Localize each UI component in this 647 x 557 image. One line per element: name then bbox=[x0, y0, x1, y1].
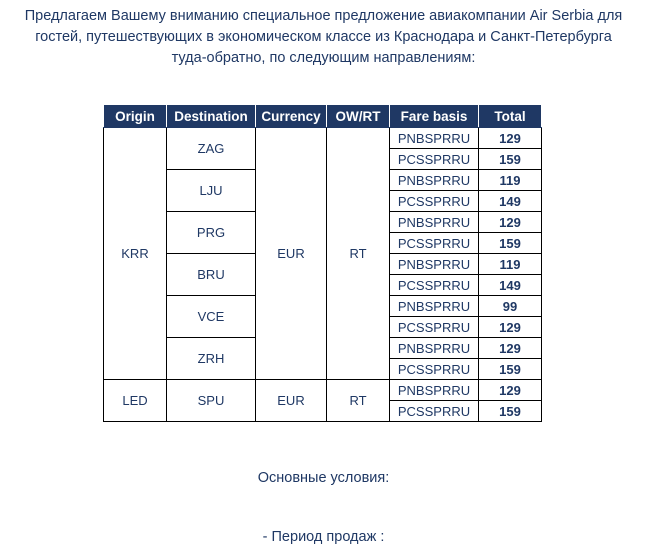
total-cell: 129 bbox=[479, 380, 542, 401]
fare-basis-cell: PNBSPRRU bbox=[390, 338, 479, 359]
header-total: Total bbox=[479, 105, 542, 128]
total-cell: 149 bbox=[479, 191, 542, 212]
sales-period: - Период продаж : bbox=[262, 529, 385, 545]
total-cell: 129 bbox=[479, 128, 542, 149]
destination-cell: BRU bbox=[167, 254, 256, 296]
owrt-cell: RT bbox=[327, 380, 390, 422]
table-row bbox=[104, 128, 542, 149]
header-destination: Destination bbox=[167, 105, 256, 128]
intro-line-1: Предлагаем Вашему вниманию специальное предложение авиакомпании Air Serbia для bbox=[24, 8, 623, 24]
fare-basis-cell: PCSSPRRU bbox=[390, 149, 479, 170]
destination-cell: ZRH bbox=[167, 338, 256, 380]
fares-table bbox=[103, 104, 542, 422]
destination-cell: ZAG bbox=[167, 128, 256, 170]
fare-basis-cell: PNBSPRRU bbox=[390, 296, 479, 317]
header-origin: Origin bbox=[104, 105, 167, 128]
fare-basis-cell: PCSSPRRU bbox=[390, 401, 479, 422]
intro-text bbox=[0, 6, 647, 69]
total-cell: 159 bbox=[479, 233, 542, 254]
total-cell: 159 bbox=[479, 401, 542, 422]
fare-basis-cell: PNBSPRRU bbox=[390, 170, 479, 191]
table-row bbox=[104, 380, 542, 401]
destination-cell: PRG bbox=[167, 212, 256, 254]
destination-cell: SPU bbox=[167, 380, 256, 422]
origin-cell: LED bbox=[104, 380, 167, 422]
origin-cell: KRR bbox=[104, 128, 167, 380]
conditions-title: Основные условия: bbox=[257, 470, 390, 486]
total-cell: 159 bbox=[479, 149, 542, 170]
destination-cell: VCE bbox=[167, 296, 256, 338]
header-row bbox=[104, 105, 542, 128]
fare-basis-cell: PCSSPRRU bbox=[390, 317, 479, 338]
intro-line-3: туда-обратно, по следующим направлениям: bbox=[171, 50, 476, 66]
intro-line-2: гостей, путешествующих в экономическом классе из Краснодара и Санкт-Петербурга bbox=[35, 29, 612, 45]
total-cell: 119 bbox=[479, 254, 542, 275]
total-cell: 129 bbox=[479, 212, 542, 233]
header-owrt: OW/RT bbox=[327, 105, 390, 128]
fare-basis-cell: PNBSPRRU bbox=[390, 380, 479, 401]
currency-cell: EUR bbox=[256, 128, 327, 380]
fare-basis-cell: PCSSPRRU bbox=[390, 275, 479, 296]
total-cell: 119 bbox=[479, 170, 542, 191]
currency-cell: EUR bbox=[256, 380, 327, 422]
total-cell: 129 bbox=[479, 338, 542, 359]
fare-basis-cell: PCSSPRRU bbox=[390, 233, 479, 254]
total-cell: 99 bbox=[479, 296, 542, 317]
fare-basis-cell: PCSSPRRU bbox=[390, 191, 479, 212]
fare-basis-cell: PCSSPRRU bbox=[390, 359, 479, 380]
total-cell: 159 bbox=[479, 359, 542, 380]
fare-basis-cell: PNBSPRRU bbox=[390, 254, 479, 275]
header-fare-basis: Fare basis bbox=[390, 105, 479, 128]
total-cell: 129 bbox=[479, 317, 542, 338]
total-cell: 149 bbox=[479, 275, 542, 296]
header-currency: Currency bbox=[256, 105, 327, 128]
owrt-cell: RT bbox=[327, 128, 390, 380]
destination-cell: LJU bbox=[167, 170, 256, 212]
fare-basis-cell: PNBSPRRU bbox=[390, 212, 479, 233]
fare-basis-cell: PNBSPRRU bbox=[390, 128, 479, 149]
